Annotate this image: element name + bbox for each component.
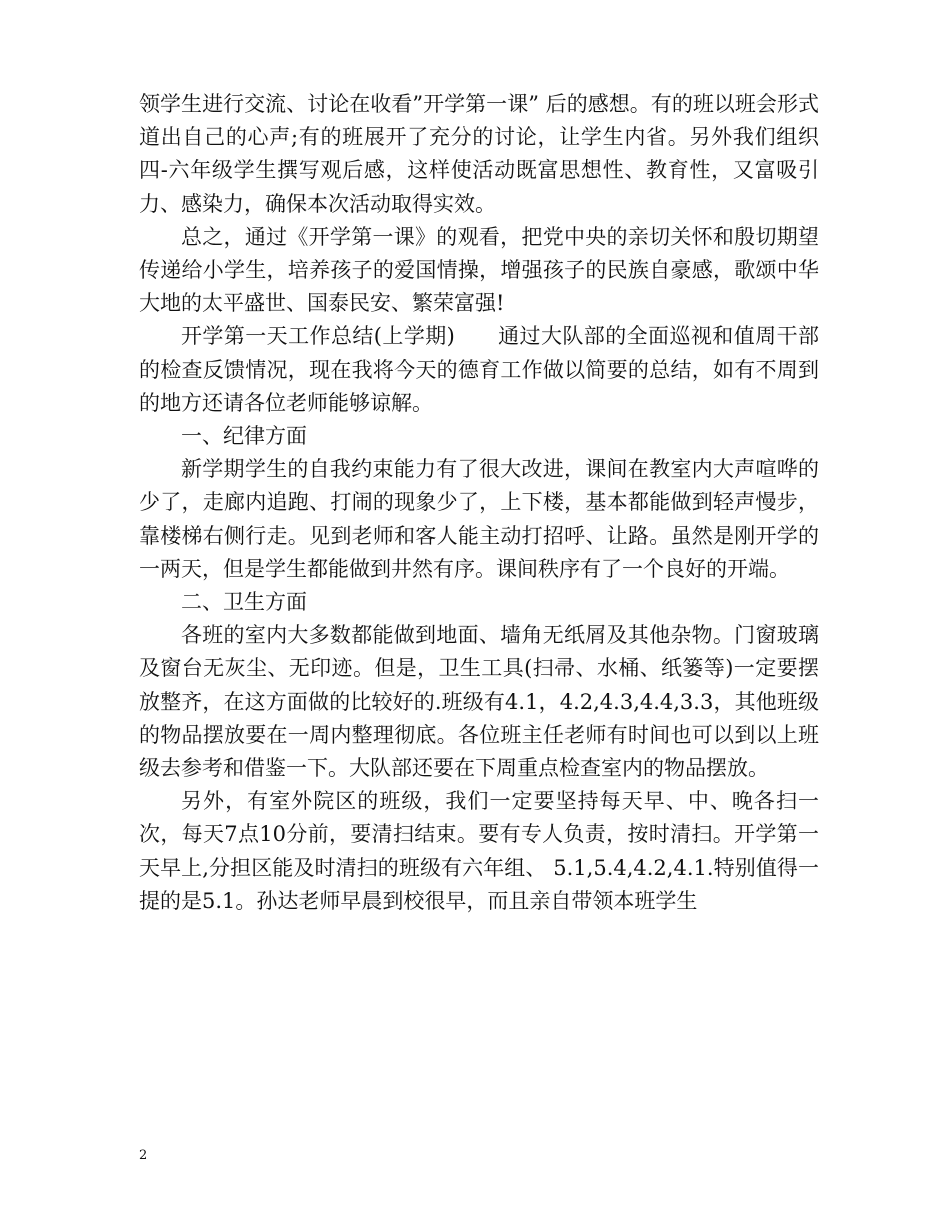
paragraph-discipline: 新学期学生的自我约束能力有了很大改进，课间在教室内大声喧哗的少了，走廊内追跑、打闹的现象少了，上下楼，基本都能做到轻声慢步，靠楼梯右侧行走。见到老师和客人能主动打招呼、让路。虽然是刚开学的一两天，但是学生都能做到井然有序。课间秩序有了一个良好的开端。 (139, 457, 819, 581)
paragraph-outdoor-areas: 另外，有室外院区的班级，我们一定要坚持每天早、中、晚各扫一次，每天7点10分前，要清扫结束。要有专人负责，按时清扫。开学第一天早上,分担区能及时清扫的班级有六年组、 5.1,5.4,4.2,4.1.特别值得一提的是5.1。孙达老师早晨到校很早，而且亲自带领本班学生 (139, 789, 819, 913)
paragraph-1: 领学生进行交流、讨论在收看”开学第一课” 后的感想。有的班以班会形式道出自己的心声;有的班展开了充分的讨论，让学生内省。另外我们组织四-六年级学生撰写观后感，这样使活动既富思想性、教育性，又富吸引力、感染力，确保本次活动取得实效。 (139, 92, 819, 216)
page-number: 2 (139, 1148, 148, 1163)
paragraph-3: 开学第一天工作总结(上学期) 通过大队部的全面巡视和值周干部的检查反馈情况，现在我将今天的德育工作做以简要的总结，如有不周到的地方还请各位老师能够谅解。 (139, 324, 819, 415)
paragraph-2: 总之，通过《开学第一课》的观看，把党中央的亲切关怀和殷切期望传递给小学生，培养孩子的爱国情操，增强孩子的民族自豪感，歌颂中华大地的太平盛世、国泰民安、繁荣富强! (139, 224, 819, 316)
section-heading-hygiene: 二、卫生方面 (181, 590, 307, 615)
section-heading-discipline: 一、纪律方面 (181, 424, 307, 449)
paragraph-hygiene: 各班的室内大多数都能做到地面、墙角无纸屑及其他杂物。门窗玻璃及窗台无灰尘、无印迹。但是，卫生工具(扫帚、水桶、纸篓等)一定要摆放整齐，在这方面做的比较好的.班级有4.1，4.2,4.3,4.4,3.3，其他班级的物品摆放要在一周内整理彻底。各位班主任老师有时间也可以到以上班级去参考和借鉴一下。大队部还要在下周重点检查室内的物品摆放。 (139, 623, 819, 781)
document-body (139, 88, 819, 918)
